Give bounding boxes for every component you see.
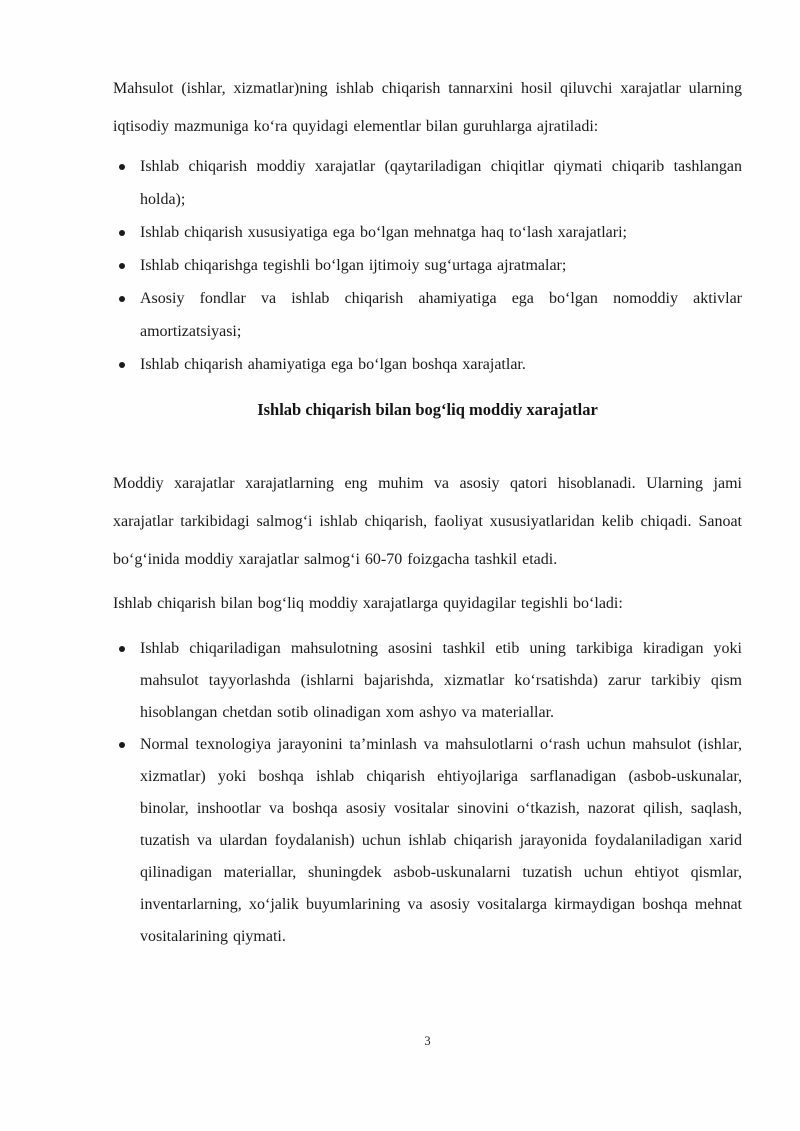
- list-item-text: Ishlab chiqarish xususiyatiga ega bo‘lgan mehnatga haq to‘lash xarajatlari;: [140, 224, 627, 241]
- list-item: [113, 729, 742, 953]
- body-paragraph: Moddiy xarajatlar xarajatlarning eng muhim va asosiy qatori hisoblanadi. Ularning jami xarajatlar tarkibidagi salmog‘i ishlab chiqarish, faoliyat xususiyatlaridan kelib chiqadi. Sanoat bo‘g‘inida moddiy xarajatlar salmog‘i 60-70 foizgacha tashkil etadi.: [113, 475, 742, 568]
- list-item: [113, 282, 742, 348]
- list-item: [113, 216, 742, 249]
- cost-elements-list: [113, 150, 742, 381]
- bullet-icon: [119, 742, 125, 748]
- list-item-text: Ishlab chiqariladigan mahsulotning asosini tashkil etib uning tarkibiga kiradigan yoki mahsulot tayyorlashda (ishlarni bajarishda, xizmatlar ko‘rsatishda) zarur tarkibiy qism hisoblangan chetdan sotib olinadigan xom ashyo va materiallar.: [140, 640, 742, 721]
- bullet-icon: [119, 263, 125, 269]
- list-item: [113, 633, 742, 729]
- bullet-icon: [119, 296, 125, 302]
- list-item-text: Asosiy fondlar va ishlab chiqarish ahamiyatiga ega bo‘lgan nomoddiy aktivlar amortizatsiyasi;: [140, 290, 742, 340]
- lead-paragraph: Ishlab chiqarish bilan bog‘liq moddiy xarajatlarga quyidagilar tegishli bo‘ladi:: [113, 595, 623, 612]
- bullet-icon: [119, 362, 125, 368]
- bullet-icon: [119, 230, 125, 236]
- intro-paragraph: Mahsulot (ishlar, xizmatlar)ning ishlab chiqarish tannarxini hosil qiluvchi xarajatlar ularning iqtisodiy mazmuniga ko‘ra quyidagi elementlar bilan guruhlarga ajratiladi:: [113, 80, 742, 135]
- page-number: 3: [424, 1034, 431, 1048]
- bullet-icon: [119, 646, 125, 652]
- bullet-icon: [119, 164, 125, 170]
- list-item: [113, 249, 742, 282]
- list-item-text: Normal texnologiya jarayonini ta’minlash va mahsulotlarni o‘rash uchun mahsulot (ishlar, xizmatlar) yoki boshqa ishlab chiqarish ehtiyojlariga sarflanadigan (asbob-uskunalar, binolar, inshootlar va boshqa asosiy vositalar sinovini o‘tkazish, nazorat qilish, saqlash, tuzatish va ulardan foydalanish) uchun ishlab chiqarish jarayonida foydalaniladigan xarid qilinadigan materiallar, shuningdek asbob-uskunalarni tuzatish uchun ehtiyot qismlar, inventarlarning, xo‘jalik buyumlarining va asosiy vositalarga kirmaydigan boshqa mehnat vositalarining qiymati.: [140, 736, 742, 945]
- section-heading: Ishlab chiqarish bilan bog‘liq moddiy xarajatlar: [257, 400, 598, 419]
- list-item-text: Ishlab chiqarish moddiy xarajatlar (qaytariladigan chiqitlar qiymati chiqarib tashlangan holda);: [140, 158, 742, 208]
- list-item-text: Ishlab chiqarish ahamiyatiga ega bo‘lgan boshqa xarajatlar.: [140, 356, 526, 373]
- page-content: [113, 0, 742, 953]
- list-item: [113, 150, 742, 216]
- material-costs-list: [113, 633, 742, 953]
- list-item-text: Ishlab chiqarishga tegishli bo‘lgan ijtimoiy sug‘urtaga ajratmalar;: [140, 257, 567, 274]
- list-item: [113, 348, 742, 381]
